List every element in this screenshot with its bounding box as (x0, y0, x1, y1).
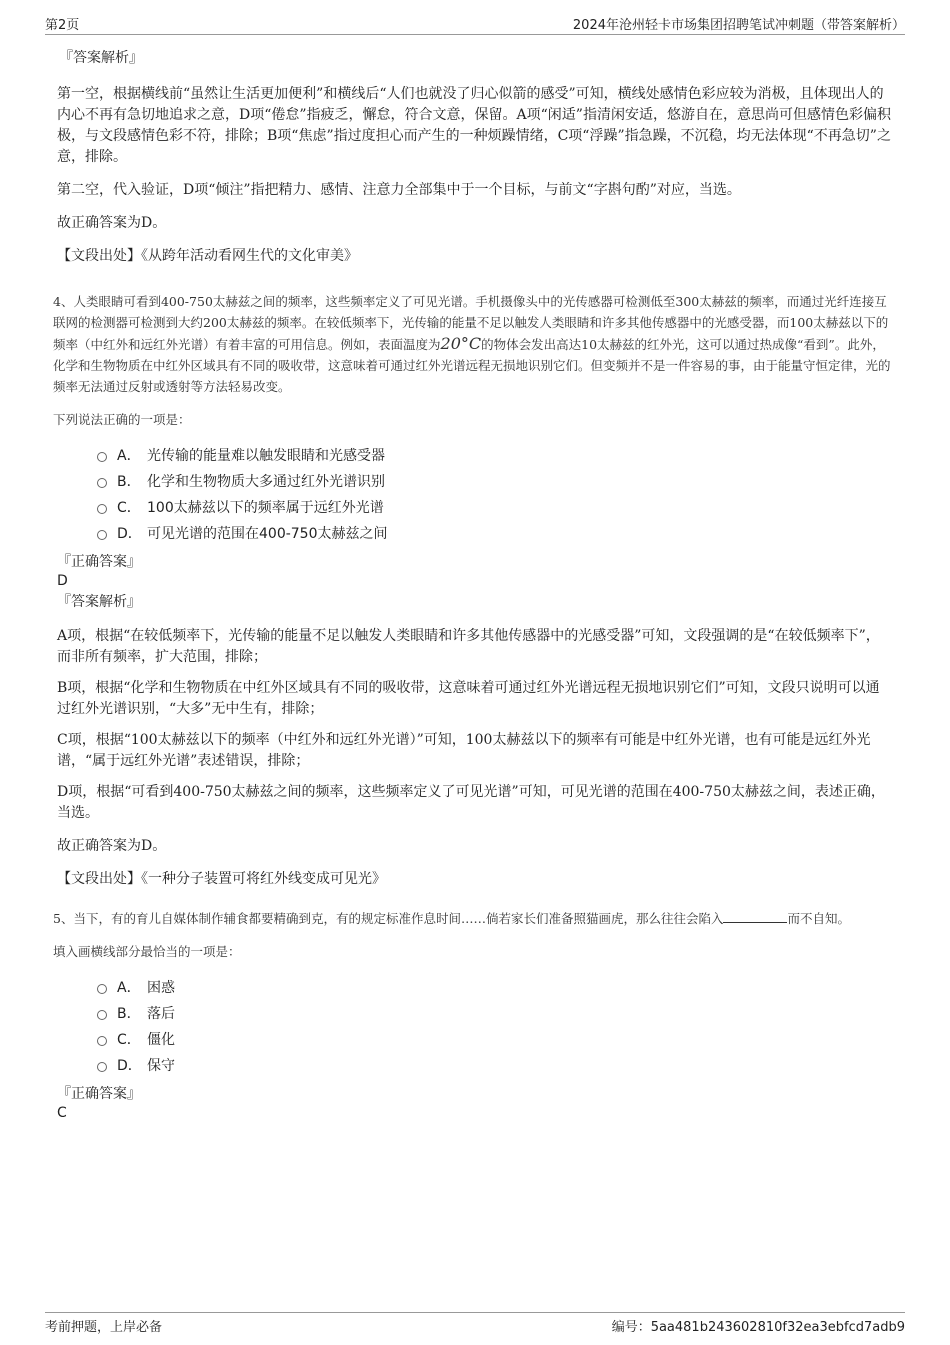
option-letter: A． (117, 980, 141, 996)
option-letter: A． (117, 448, 141, 464)
q4-analysis-paragraph: D项，根据“可看到400-750太赫兹之间的频率，这些频率定义了可见光谱”可知，可见光谱的范围在400-750太赫兹之间，表述正确，当选。 (57, 784, 885, 821)
q5-option-b[interactable] (57, 1000, 893, 1026)
q4-analysis-paragraph: C项，根据“100太赫兹以下的频率（中红外和远红外光谱）”可知，100太赫兹以下的频率有可能是中红外光谱，也有可能是远红外光谱，“属于远红外光谱”表述错误，排除； (57, 732, 871, 769)
q5-prompt: 填入画横线部分最恰当的一项是： (53, 944, 241, 959)
radio-icon[interactable] (97, 1010, 107, 1020)
q5-option-c[interactable] (57, 1026, 893, 1052)
q5-stem (53, 908, 893, 929)
option-text: 化学和生物物质大多通过红外光谱识别 (147, 474, 385, 490)
option-text: 落后 (147, 1006, 175, 1022)
radio-icon[interactable] (97, 452, 107, 462)
option-letter: C． (117, 500, 141, 516)
q4-stem (53, 291, 893, 397)
q5-answer-label: 『正确答案』 (57, 1086, 141, 1102)
q4-option-a[interactable] (57, 442, 893, 468)
radio-icon[interactable] (97, 530, 107, 540)
fill-blank (723, 910, 787, 923)
q4-temperature: 20°C (440, 334, 482, 353)
q5-stem-part2: 而不自知。 (787, 911, 850, 926)
q4-analysis-label: 『答案解析』 (57, 594, 141, 610)
q4-stem-part2: 的物体会发出高达10太赫兹的红外光，这可以通过热成像“看到”。此外，化学和生物物质在中红外区域具有不同的吸收带，这意味着可通过红外光谱远程无损地识别它们。但变频并不是一件容易的事，由于能量守恒定律，光的频率无法通过反射或透射等方法轻易改变。 (53, 337, 891, 394)
q3-analysis-paragraph: 第二空，代入验证，D项“倾注”指把精力、感情、注意力全部集中于一个目标，与前文“字斟句酌”对应，当选。 (57, 182, 741, 198)
option-letter: D． (117, 526, 142, 542)
q4-option-d[interactable] (57, 520, 893, 546)
q3-source: 【文段出处】《从跨年活动看网生代的文化审美》 (57, 248, 358, 264)
q5-options (57, 974, 893, 1078)
q4-option-b[interactable] (57, 468, 893, 494)
option-text: 可见光谱的范围在400-750太赫兹之间 (147, 526, 388, 542)
radio-icon[interactable] (97, 1036, 107, 1046)
q3-analysis-label: 『答案解析』 (59, 50, 143, 66)
q3-analysis-paragraph: 故正确答案为D。 (57, 215, 167, 231)
option-text: 僵化 (147, 1032, 175, 1048)
radio-icon[interactable] (97, 1062, 107, 1072)
q5-option-a[interactable] (57, 974, 893, 1000)
q5-option-d[interactable] (57, 1052, 893, 1078)
option-letter: B． (117, 474, 141, 490)
q4-answer-label: 『正确答案』 (57, 554, 141, 570)
option-letter: B． (117, 1006, 141, 1022)
page-number: 第2页 (45, 18, 80, 33)
option-letter: D． (117, 1058, 142, 1074)
document-id: 编号：5aa481b243602810f32ea3ebfcd7adb9 (611, 1320, 905, 1335)
radio-icon[interactable] (97, 478, 107, 488)
q4-analysis-paragraph: B项，根据“化学和生物物质在中红外区域具有不同的吸收带，这意味着可通过红外光谱远程无损地识别它们”可知，文段只说明可以通过红外光谱识别，“大多”无中生有，排除； (57, 680, 880, 717)
option-text: 困惑 (147, 980, 175, 996)
option-text: 光传输的能量难以触发眼睛和光感受器 (147, 448, 385, 464)
page-footer (45, 1312, 905, 1337)
q4-answer: D (57, 573, 68, 589)
radio-icon[interactable] (97, 504, 107, 514)
q4-stem-part1: 4、人类眼睛可看到400-750太赫兹之间的频率，这些频率定义了可见光谱。手机摄像头中的光传感器可检测低至300太赫兹的频率，而通过光纤连接互联网的检测器可检测到大约200太赫兹的频率。在较低频率下，光传输的能量不足以触发人类眼睛和许多其他传感器中的光感受器，而100太赫兹以下的频率（中红外和远红外光谱）有着丰富的可用信息。例如，表面温度为 (53, 294, 889, 352)
document-title: 2024年沧州轻卡市场集团招聘笔试冲刺题（带答案解析） (572, 18, 905, 33)
q5-answer: C (57, 1105, 67, 1121)
q4-prompt: 下列说法正确的一项是： (53, 412, 191, 427)
page-content (53, 44, 893, 1122)
footer-slogan: 考前押题，上岸必备 (45, 1320, 163, 1335)
q4-option-c[interactable] (57, 494, 893, 520)
radio-icon[interactable] (97, 984, 107, 994)
option-letter: C． (117, 1032, 141, 1048)
q4-source: 【文段出处】《一种分子装置可将红外线变成可见光》 (57, 871, 386, 887)
q4-options (57, 442, 893, 546)
q3-analysis-paragraph: 第一空，根据横线前“虽然让生活更加便利”和横线后“人们也就没了归心似箭的感受”可知，横线处感情色彩应较为消极，且体现出人的内心不再有急切地追求之意，D项“倦怠”指疲乏，懈怠，符合文意，保留。A项“闲适”指清闲安适，悠游自在，意思尚可但感情色彩偏积极，与文段感情色彩不符，排除；B项“焦虑”指过度担心而产生的一种烦躁情绪，C项“浮躁”指急躁，不沉稳，均无法体现“不再急切”之意，排除。 (57, 86, 891, 165)
q4-analysis-paragraph: 故正确答案为D。 (57, 838, 167, 854)
option-text: 100太赫兹以下的频率属于远红外光谱 (147, 500, 384, 516)
page-header (45, 14, 905, 35)
option-text: 保守 (147, 1058, 175, 1074)
q4-analysis-paragraph: A项，根据“在较低频率下，光传输的能量不足以触发人类眼睛和许多其他传感器中的光感受器”可知，文段强调的是“在较低频率下”，而非所有频率，扩大范围，排除； (57, 628, 880, 665)
q5-stem-part1: 5、当下，有的育儿自媒体制作辅食都要精确到克，有的规定标准作息时间……倘若家长们准备照猫画虎，那么往往会陷入 (53, 911, 724, 926)
